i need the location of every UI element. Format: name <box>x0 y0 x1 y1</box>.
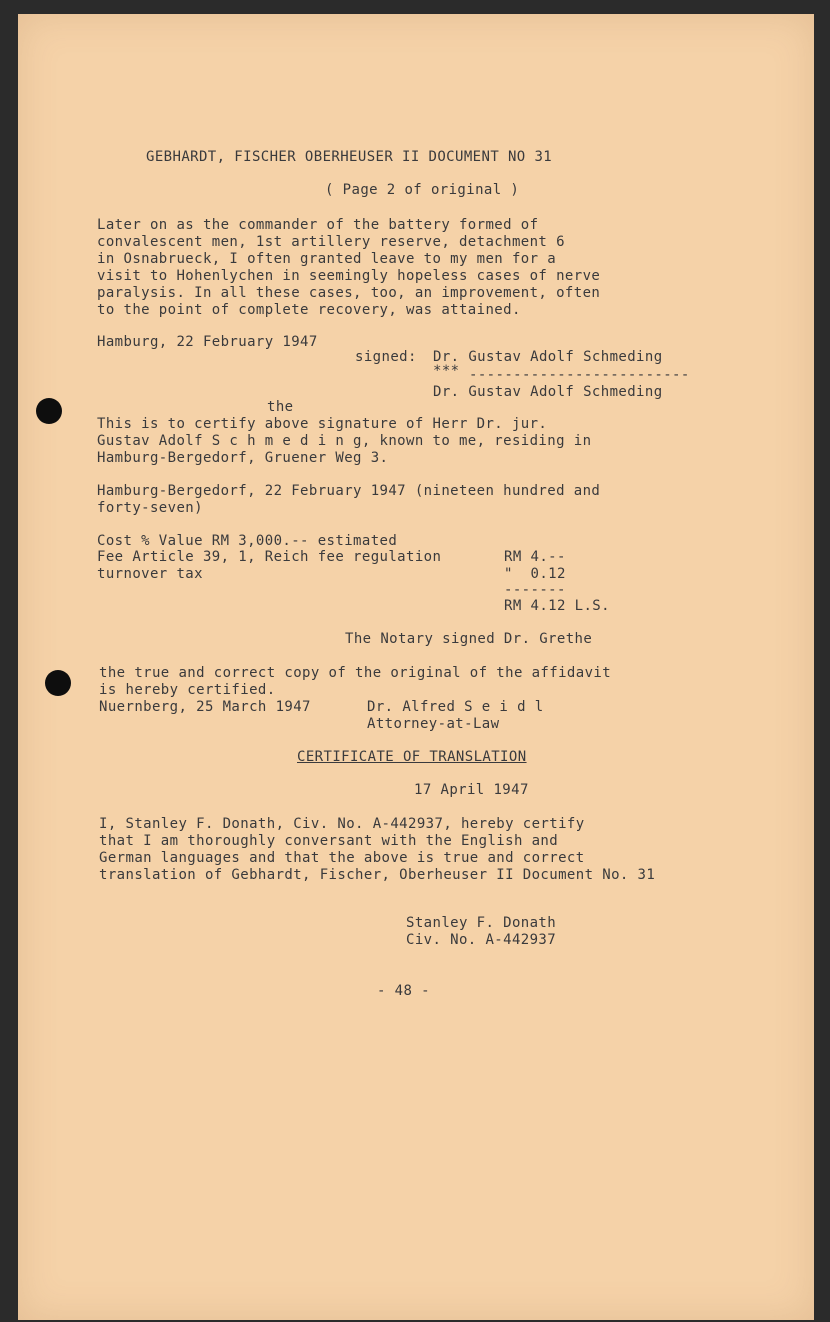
body-line: in Osnabrueck, I often granted leave to my men for a <box>97 251 557 267</box>
translator-civ: Civ. No. A-442937 <box>406 932 557 948</box>
body-line: paralysis. In all these cases, too, an improvement, often <box>97 285 601 301</box>
punch-hole-top <box>36 398 62 424</box>
signed-name-typed: Dr. Gustav Adolf Schmeding <box>433 384 663 400</box>
notary-line: The Notary signed Dr. Grethe <box>345 631 593 647</box>
page-note: ( Page 2 of original ) <box>325 182 520 198</box>
fee-rule: ------- <box>504 582 566 598</box>
bergedorf-line: Hamburg-Bergedorf, 22 February 1947 (nineteen hundred and <box>97 483 601 499</box>
translator-name: Stanley F. Donath <box>406 915 557 931</box>
page-number: - 48 - <box>377 983 430 999</box>
translation-line: that I am thoroughly conversant with the English and <box>99 833 559 849</box>
fee-value: RM 4.-- <box>504 549 566 565</box>
signed-name: Dr. Gustav Adolf Schmeding <box>433 349 663 365</box>
body-line: to the point of complete recovery, was attained. <box>97 302 521 318</box>
bergedorf-line: forty-seven) <box>97 500 203 516</box>
place-date: Hamburg, 22 February 1947 <box>97 334 318 350</box>
certify-line: Gustav Adolf S c h m e d i n g, known to me, residing in <box>97 433 592 449</box>
translation-line: German languages and that the above is true and correct <box>99 850 585 866</box>
true-copy-line: is hereby certified. <box>99 682 276 698</box>
certify-line: Hamburg-Bergedorf, Gruener Weg 3. <box>97 450 389 466</box>
certify-line: This is to certify above signature of Herr Dr. jur. <box>97 416 548 432</box>
fee-label: Fee Article 39, 1, Reich fee regulation <box>97 549 442 565</box>
tax-label: turnover tax <box>97 566 203 582</box>
true-copy-line: the true and correct copy of the original of the affidavit <box>99 665 612 681</box>
cost-line: Cost % Value RM 3,000.-- estimated <box>97 533 398 549</box>
body-line: visit to Hohenlychen in seemingly hopeless cases of nerve <box>97 268 601 284</box>
body-line: Later on as the commander of the battery formed of <box>97 217 539 233</box>
insert-word: the <box>267 399 294 415</box>
attorney-title: Attorney-at-Law <box>367 716 500 732</box>
signature-rule: ------------------------- <box>469 367 690 383</box>
translation-line: translation of Gebhardt, Fischer, Oberheuser II Document No. 31 <box>99 867 656 883</box>
signed-label: signed: <box>355 349 417 365</box>
nuernberg-date: Nuernberg, 25 March 1947 <box>99 699 311 715</box>
signed-marks: *** <box>433 363 460 379</box>
tax-value: " 0.12 <box>504 566 566 582</box>
fee-total: RM 4.12 L.S. <box>504 598 610 614</box>
body-line: convalescent men, 1st artillery reserve, detachment 6 <box>97 234 565 250</box>
certificate-date: 17 April 1947 <box>414 782 529 798</box>
punch-hole-bottom <box>45 670 71 696</box>
translation-line: I, Stanley F. Donath, Civ. No. A-442937, hereby certify <box>99 816 585 832</box>
document-header: GEBHARDT, FISCHER OBERHEUSER II DOCUMENT NO 31 <box>146 149 553 165</box>
attorney-name: Dr. Alfred S e i d l <box>367 699 544 715</box>
certificate-heading: CERTIFICATE OF TRANSLATION <box>297 749 527 765</box>
